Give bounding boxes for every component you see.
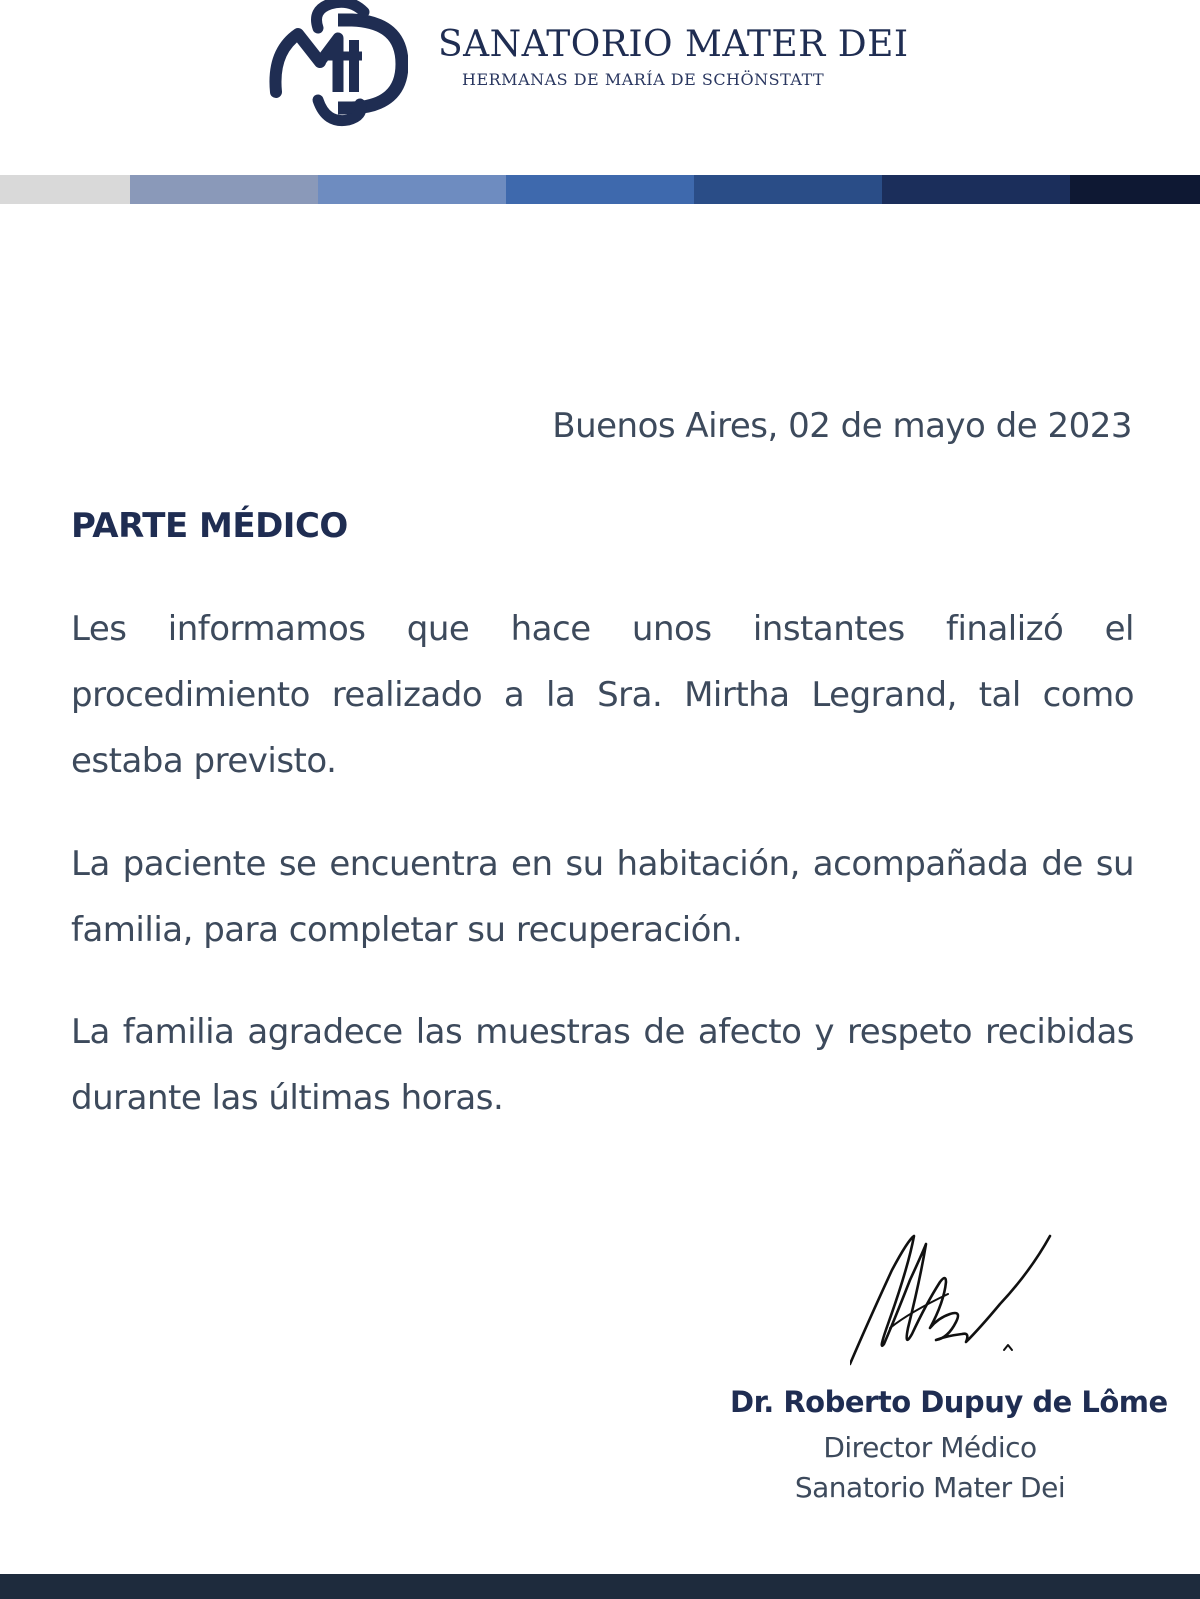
signatory-organization: Sanatorio Mater Dei — [794, 1471, 1066, 1504]
letter-date: Buenos Aires, 02 de mayo de 2023 — [552, 406, 1132, 446]
letter-paragraph-2: La paciente se encuentra en su habitación, acompañada de su familia, para completar su recuperación. — [71, 844, 1134, 950]
brand-subtitle: HERMANAS DE MARÍA DE SCHÖNSTATT — [462, 70, 825, 89]
color-bar-segment — [1070, 175, 1200, 204]
color-bar-segment — [318, 175, 506, 204]
color-bar-segment — [694, 175, 882, 204]
sanatorio-logo-icon — [268, 0, 408, 128]
signatory-name: Dr. Roberto Dupuy de Lôme — [730, 1385, 1168, 1419]
header-color-bar — [0, 175, 1200, 204]
footer-bar — [0, 1574, 1200, 1599]
letter-title: PARTE MÉDICO — [71, 506, 348, 546]
letter-paragraph-3: La familia agradece las muestras de afecto y respeto recibidas durante las últimas horas. — [71, 1012, 1134, 1118]
signatory-role: Director Médico — [823, 1431, 1037, 1464]
brand-name: SANATORIO MATER DEI — [438, 24, 909, 65]
color-bar-segment — [130, 175, 318, 204]
handwritten-signature — [850, 1232, 1070, 1382]
letterhead — [0, 0, 1200, 140]
color-bar-segment — [506, 175, 694, 204]
color-bar-segment — [882, 175, 1070, 204]
color-bar-segment — [0, 175, 130, 204]
letter-paragraph-1: Les informamos que hace unos instantes finalizó el procedimiento realizado a la Sra. Mirtha Legrand, tal como estaba previsto. — [71, 609, 1134, 781]
